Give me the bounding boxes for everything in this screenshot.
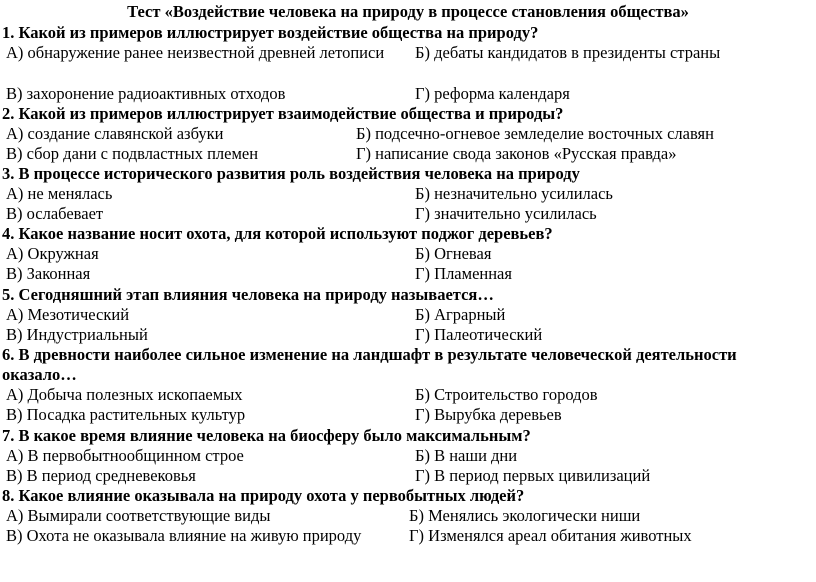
q5-option-c: В) Индустриальный (6, 325, 148, 344)
q2-option-d: Г) написание свода законов «Русская правда» (356, 144, 677, 163)
question-2: 2. Какой из примеров иллюстрирует взаимодействие общества и природы? (2, 104, 564, 123)
q6-option-c: В) Посадка растительных культур (6, 405, 246, 424)
q1-option-a: А) обнаружение ранее неизвестной древней летописи (6, 43, 385, 62)
q1-option-d: Г) реформа календаря (415, 84, 570, 103)
q3-option-c: В) ослабевает (6, 204, 104, 223)
q6-option-a: А) Добыча полезных ископаемых (6, 385, 243, 404)
q7-option-d: Г) В период первых цивилизаций (415, 466, 651, 485)
q4-option-a: А) Окружная (6, 244, 99, 263)
q3-option-a: А) не менялась (6, 184, 113, 203)
question-6: 6. В древности наиболее сильное изменение на ландшафт в результате человеческой деятельности оказало… (2, 345, 737, 384)
q2-option-b: Б) подсечно-огневое земледелие восточных славян (356, 124, 714, 143)
q1-option-c: В) захоронение радиоактивных отходов (6, 84, 286, 103)
q8-option-b: Б) Менялись экологически ниши (409, 506, 641, 525)
q4-option-c: В) Законная (6, 264, 91, 283)
page-title: Тест «Воздействие человека на природу в процессе становления общества» (127, 2, 689, 21)
question-1: 1. Какой из примеров иллюстрирует воздействие общества на природу? (2, 23, 539, 42)
q7-option-c: В) В период средневековья (6, 466, 196, 485)
q2-option-c: В) сбор дани с подвластных племен (6, 144, 259, 163)
q4-option-b: Б) Огневая (415, 244, 492, 263)
q8-option-a: А) Вымирали соответствующие виды (6, 506, 271, 525)
q6-option-b: Б) Строительство городов (415, 385, 598, 404)
q8-option-d: Г) Изменялся ареал обитания животных (409, 526, 692, 545)
q5-option-d: Г) Палеотический (415, 325, 543, 344)
q8-option-c: В) Охота не оказывала влияние на живую природу (6, 526, 362, 545)
q7-option-a: А) В первобытнообщинном строе (6, 446, 244, 465)
q1-option-b: Б) дебаты кандидатов в президенты страны (415, 43, 721, 62)
question-3: 3. В процессе исторического развития роль воздействия человека на природу (2, 164, 580, 183)
q5-option-b: Б) Аграрный (415, 305, 506, 324)
q7-option-b: Б) В наши дни (415, 446, 518, 465)
q2-option-a: А) создание славянской азбуки (6, 124, 224, 143)
q5-option-a: А) Мезотический (6, 305, 130, 324)
q3-option-b: Б) незначительно усилилась (415, 184, 613, 203)
question-7: 7. В какое время влияние человека на биосферу было максимальным? (2, 426, 531, 445)
question-5: 5. Сегодняшний этап влияния человека на природу называется… (2, 285, 494, 304)
question-4: 4. Какое название носит охота, для которой используют поджог деревьев? (2, 224, 553, 243)
question-8: 8. Какое влияние оказывала на природу охота у первобытных людей? (2, 486, 525, 505)
q6-option-d: Г) Вырубка деревьев (415, 405, 562, 424)
q4-option-d: Г) Пламенная (415, 264, 512, 283)
q3-option-d: Г) значительно усилилась (415, 204, 597, 223)
